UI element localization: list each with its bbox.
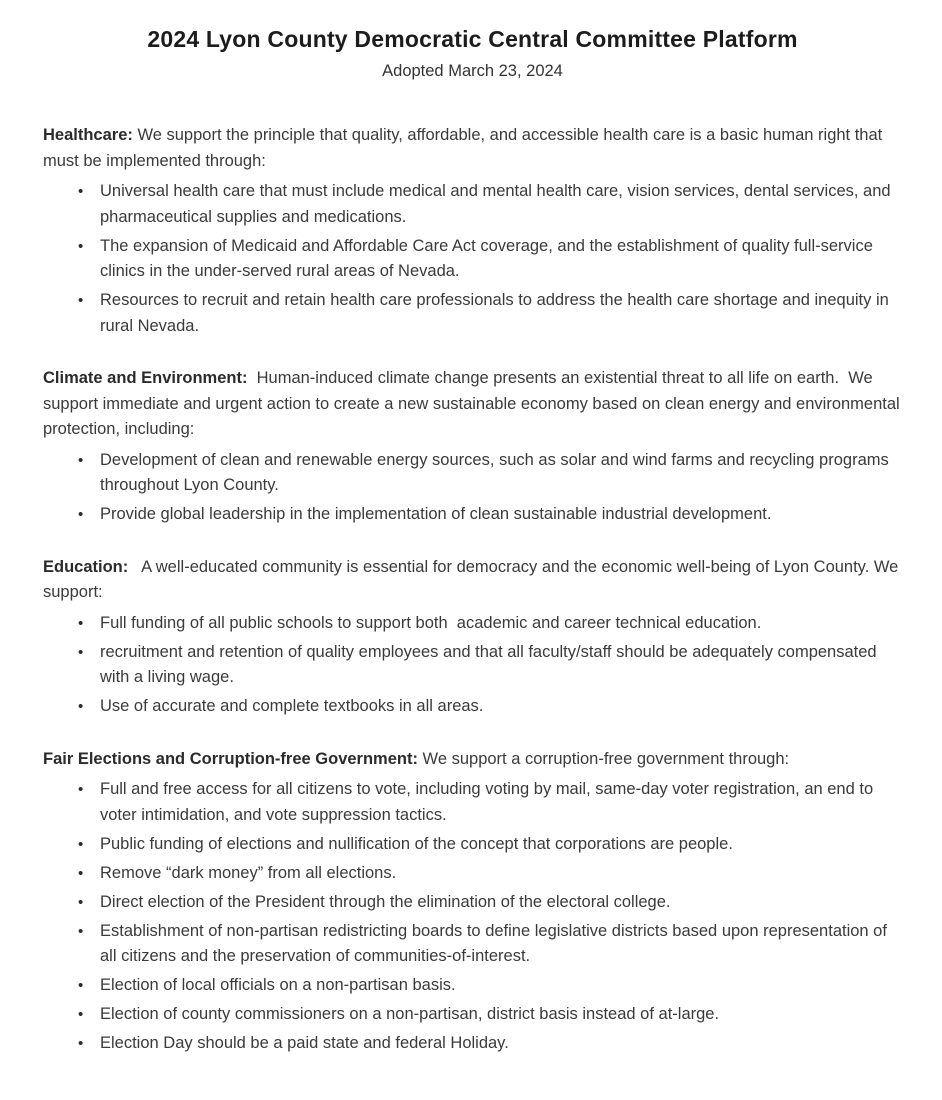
section-intro: We support a corruption-free government through: xyxy=(417,749,790,768)
document-subtitle: Adopted March 23, 2024 xyxy=(382,62,563,80)
section-bullets xyxy=(43,611,902,720)
bullet-item: • recruitment and retention of quality employees and that all faculty/staff should be adequately compensated with a living wage. xyxy=(43,640,902,691)
section-paragraph xyxy=(43,123,902,174)
platform-section xyxy=(43,555,902,720)
section-intro: We support the principle that quality, affordable, and accessible health care is a basic human right that must be implemented through: xyxy=(43,126,887,170)
bullet-item: • Establishment of non-partisan redistricting boards to define legislative districts based upon representation of all citizens and the preservation of communities-of-interest. xyxy=(43,919,902,970)
document-title: 2024 Lyon County Democratic Central Committee Platform xyxy=(147,26,798,52)
bullet-item: • Public funding of elections and nullification of the concept that corporations are people. xyxy=(43,832,902,858)
section-heading: Climate and Environment: xyxy=(43,369,248,387)
bullet-item: • Use of accurate and complete textbooks in all areas. xyxy=(43,694,902,720)
section-intro: Human-induced climate change presents an existential threat to all life on earth. We support immediate and urgent action to create a new sustainable economy based on clean energy and environmental protection, including: xyxy=(43,369,905,438)
bullet-item: • Full and free access for all citizens to vote, including voting by mail, same-day voter registration, an end to voter intimidation, and vote suppression tactics. xyxy=(43,777,902,828)
section-bullets xyxy=(43,448,902,528)
section-paragraph xyxy=(43,747,902,773)
bullet-item: • Election Day should be a paid state and federal Holiday. xyxy=(43,1031,902,1057)
platform-section xyxy=(43,747,902,1057)
bullet-item: • Universal health care that must include medical and mental health care, vision services, dental services, and pharmaceutical supplies and medications. xyxy=(43,179,902,230)
platform-section xyxy=(43,123,902,339)
sections-container xyxy=(43,123,905,1057)
bullet-item: • Remove “dark money” from all elections. xyxy=(43,861,902,887)
section-heading: Healthcare: xyxy=(43,126,133,144)
section-paragraph xyxy=(43,366,905,443)
bullet-item: • Full funding of all public schools to support both academic and career technical education. xyxy=(43,611,902,637)
section-heading: Education: xyxy=(43,557,129,576)
section-bullets xyxy=(43,777,902,1057)
bullet-item: • Resources to recruit and retain health care professionals to address the health care shortage and inequity in rural Nevada. xyxy=(43,288,902,339)
section-paragraph xyxy=(43,555,902,606)
bullet-item: • The expansion of Medicaid and Affordable Care Act coverage, and the establishment of quality full-service clinics in the under-served rural areas of Nevada. xyxy=(43,234,902,285)
bullet-item: • Provide global leadership in the implementation of clean sustainable industrial development. xyxy=(43,502,902,528)
section-heading: Fair Elections and Corruption-free Government: xyxy=(43,749,418,768)
bullet-item: • Election of county commissioners on a non-partisan, district basis instead of at-large. xyxy=(43,1002,902,1028)
platform-section xyxy=(43,366,905,528)
section-bullets xyxy=(43,179,902,339)
bullet-item: • Direct election of the President through the elimination of the electoral college. xyxy=(43,890,902,916)
bullet-item: • Election of local officials on a non-partisan basis. xyxy=(43,973,902,999)
section-intro: A well-educated community is essential for democracy and the economic well-being of Lyon County. We support: xyxy=(43,557,903,601)
bullet-item: • Development of clean and renewable energy sources, such as solar and wind farms and recycling programs throughout Lyon County. xyxy=(43,448,902,499)
